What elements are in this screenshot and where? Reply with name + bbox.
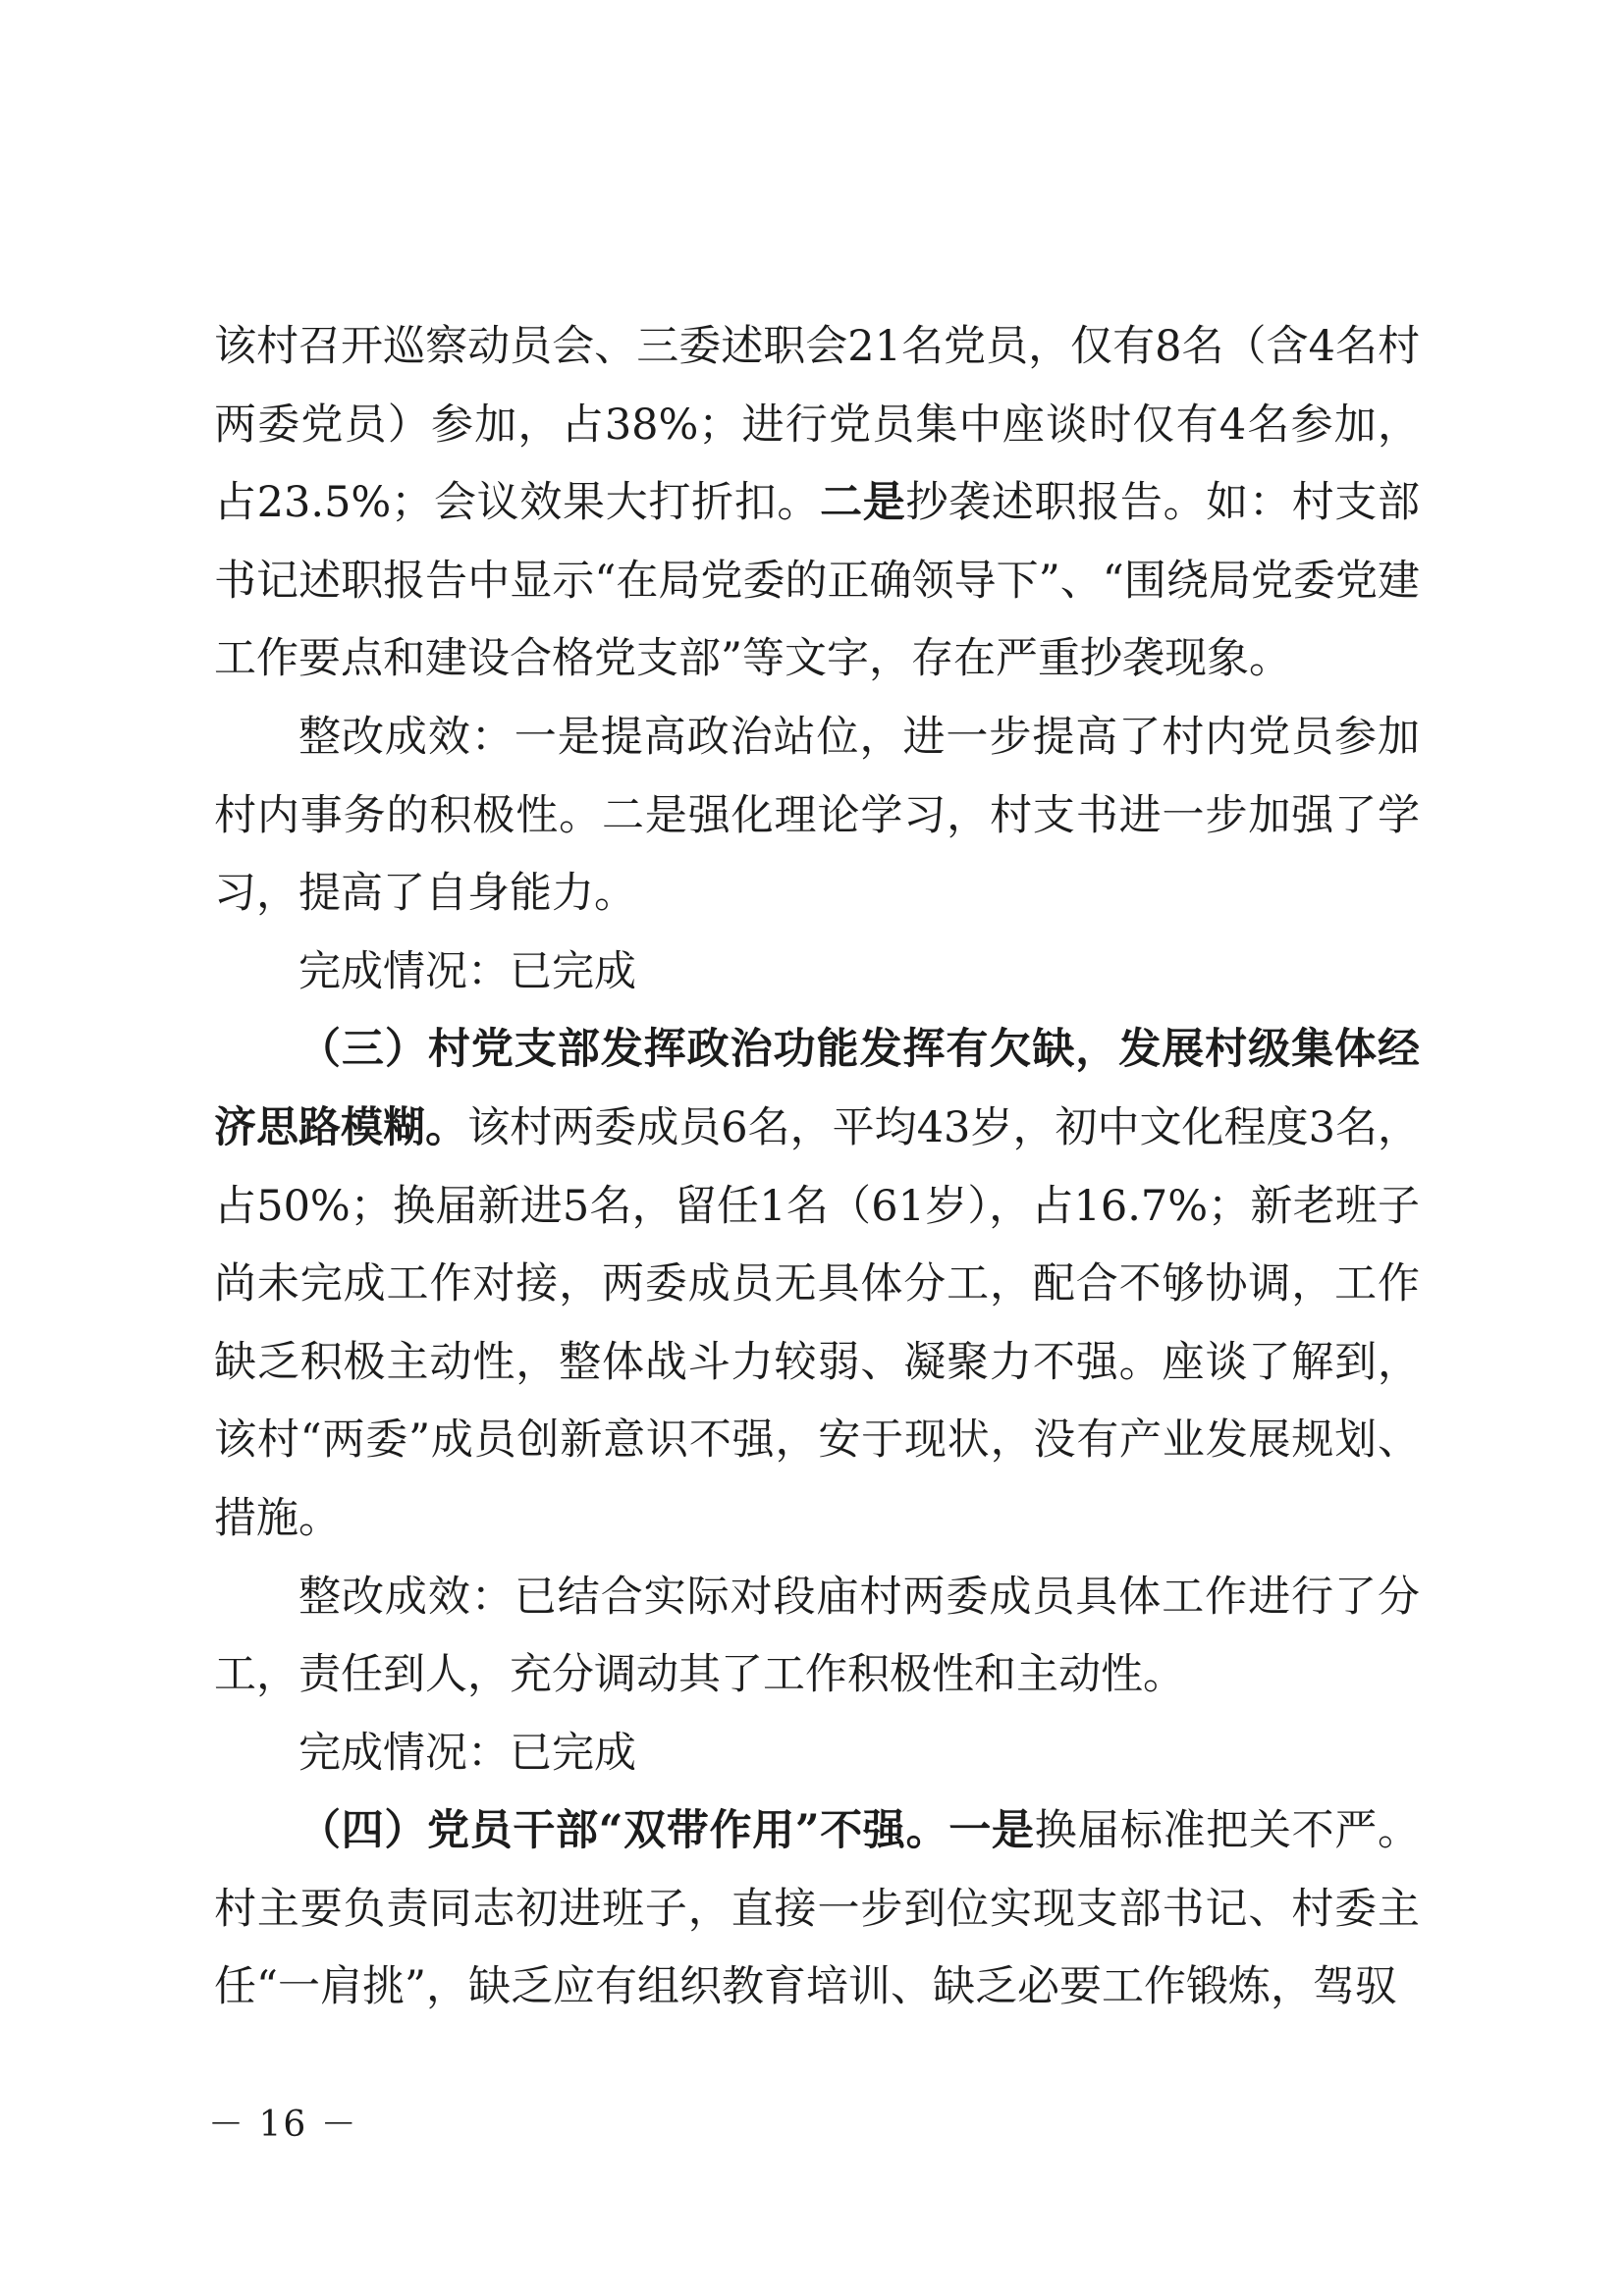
paragraph-text: 换届标准把关不严。村主要负责同志初进班子，直接一步到位实现支部书记、村委主任“一肩挑”，缺乏应有组织教育培训、缺乏必要工作锻炼，驾驭	[214, 1806, 1421, 2012]
paragraph-continuation	[214, 308, 1420, 699]
document-body	[214, 308, 1420, 2027]
paragraph-section-three	[214, 1011, 1420, 1558]
paragraph-section-four	[214, 1792, 1420, 2027]
section-heading: （三）村党支部发挥政治功能发挥有欠缺，发展村级集体经济思路模糊。	[214, 1025, 1420, 1152]
paragraph-text: 该村两委成员6名，平均43岁，初中文化程度3名，占50%；换届新进5名，留任1名（61岁），占16.7%；新老班子尚未完成工作对接，两委成员无具体分工，配合不够协调，工作缺乏积极主动性，整体战斗力较弱、凝聚力不强。座谈了解到，该村“两委”成员创新意识不强，安于现状，没有产业发展规划、措施。	[214, 1102, 1420, 1543]
section-heading: （四）党员干部“双带作用”不强。一是	[298, 1806, 1035, 1856]
page-number: － 16 －	[208, 2105, 358, 2145]
bold-lead: 二是	[820, 478, 906, 528]
paragraph-rectification-result: 整改成效：一是提高政治站位，进一步提高了村内党员参加村内事务的积极性。二是强化理论学习，村支书进一步加强了学习，提高了自身能力。	[214, 712, 1420, 919]
paragraph-text: 该村召开巡察动员会、三委述职会21名党员，仅有8名（含4名村两委党员）参加，占38%；进行党员集中座谈时仅有4名参加，占23.5%；会议效果大打折扣。	[214, 322, 1420, 528]
paragraph-rectification-result: 整改成效：已结合实际对段庙村两委成员具体工作进行了分工，责任到人，充分调动其了工作积极性和主动性。	[214, 1572, 1420, 1700]
paragraph-completion-status: 完成情况：已完成	[298, 1728, 636, 1778]
paragraph-completion-status: 完成情况：已完成	[298, 946, 636, 996]
paragraph-text: 抄袭述职报告。如：村支部书记述职报告中显示“在局党委的正确领导下”、“围绕局党委党建工作要点和建设合格党支部”等文字，存在严重抄袭现象。	[214, 478, 1421, 684]
